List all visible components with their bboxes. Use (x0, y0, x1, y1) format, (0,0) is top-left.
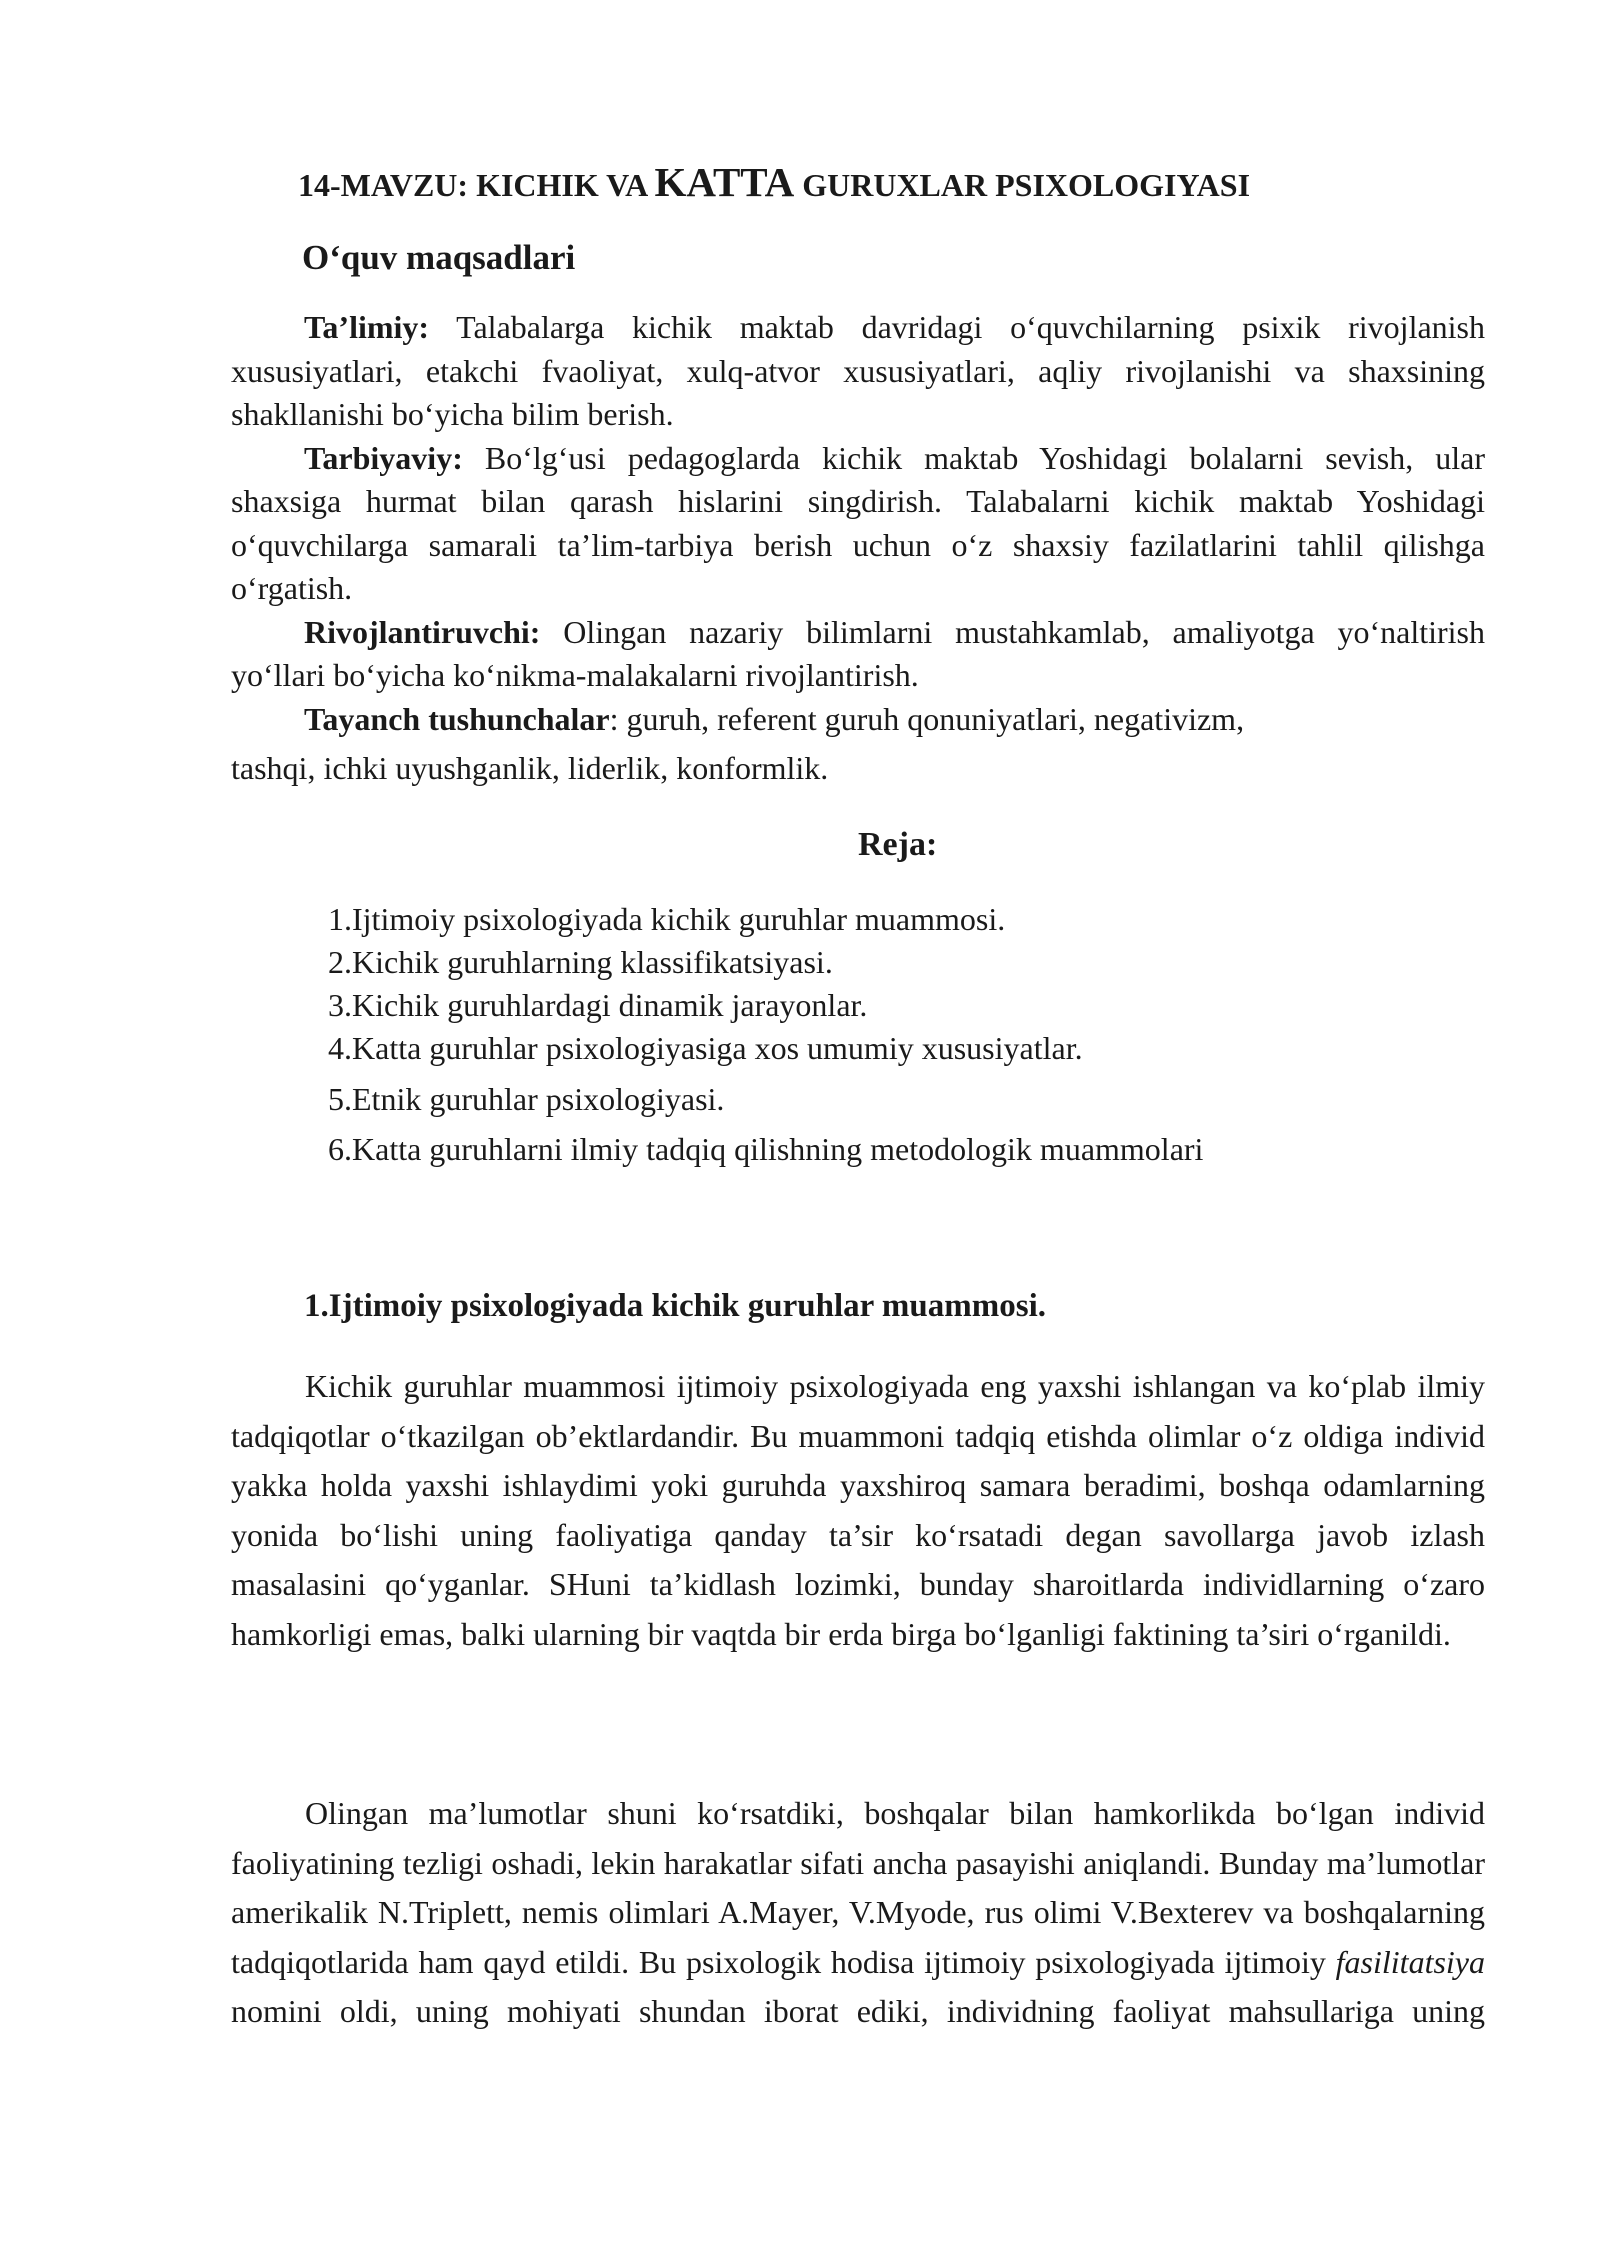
goal-rivojlantiruvchi-label: Rivojlantiruvchi: (304, 613, 541, 650)
title-part-1: 14-MAVZU: KICHIK VA (298, 167, 655, 203)
goal-tayanch-continued (231, 747, 1485, 791)
goal-talimiy-label: Ta’limiy: (304, 309, 430, 345)
goal-tayanch-text-2: tashqi, ichki uyushganlik, liderlik, konformlik. (231, 750, 829, 786)
goal-rivojlantiruvchi-text: Olingan nazariy bilimlarni mustahkamlab, amaliyotga yo‘naltirish yo‘llari bo‘yicha ko‘nikma-malakalarni rivojlantirish. (231, 613, 1485, 693)
goal-tarbiyaviy (231, 437, 1485, 611)
plan-item: 1.Ijtimoiy psixologiyada kichik guruhlar muammosi. (328, 901, 1006, 937)
plan-item: 2.Kichik guruhlarning klassifikatsiyasi. (328, 944, 833, 980)
goals-block (231, 306, 1485, 791)
goal-tayanch-label: Tayanch tushunchalar (304, 700, 610, 737)
goal-tarbiyaviy-text: Bo‘lg‘usi pedagoglarda kichik maktab Yoshidagi bolalarni sevish, ular shaxsiga hurmat bilan qarash hislarini singdirish. Talabalarni kichik maktab Yoshidagi o‘quvchilarga samarali ta’lim-tarbiya berish uchun o‘z shaxsiy fazilatlarini tahlil qilishga o‘rgatish. (231, 439, 1485, 606)
paragraph-2-term: fasilitatsiya (1335, 1943, 1485, 1980)
title-part-3: GURUXLAR PSIXOLOGIYASI (794, 167, 1251, 203)
section-1-heading: 1.Ijtimoiy psixologiyada kichik guruhlar muammosi. (304, 1288, 1047, 1324)
paragraph-2-text-end: nomini oldi, uning mohiyati shundan iborat ediki, individning faoliyat mahsullariga uning (231, 1993, 1485, 2030)
plan-item: 3.Kichik guruhlardagi dinamik jarayonlar. (328, 987, 868, 1023)
goal-talimiy (231, 306, 1485, 437)
goal-tayanch (231, 698, 1485, 742)
page-title (298, 158, 1250, 206)
goal-tarbiyaviy-label: Tarbiyaviy: (304, 439, 463, 476)
goal-rivojlantiruvchi (231, 611, 1485, 698)
title-part-2: KATTA (654, 159, 795, 205)
plan-list (328, 898, 1203, 1171)
paragraph-2 (231, 1789, 1485, 2037)
plan-item: 5.Etnik guruhlar psixologiyasi. (328, 1081, 725, 1117)
goals-heading: O‘quv maqsadlari (302, 238, 576, 277)
plan-item: 6.Katta guruhlarni ilmiy tadqiq qilishning metodologik muammolari (328, 1131, 1204, 1167)
paragraph-1: Kichik guruhlar muammosi ijtimoiy psixologiyada eng yaxshi ishlangan va ko‘plab ilmiy tadqiqotlar o‘tkazilgan ob’ektlardandir. Bu muammoni tadqiq etishda olimlar o‘z oldiga individ yakka holda yaxshi ishlaydimi yoki guruhda yaxshiroq samara beradimi, boshqa odamlarning yonida bo‘lishi uning faoliyatiga qanday ta’sir ko‘rsatadi degan savollarga javob izlash masalasini qo‘yganlar. SHuni ta’kidlash lozimki, bunday sharoitlarda individlarning o‘zaro hamkorligi emas, balki ularning bir vaqtda bir erda birga bo‘lganligi faktining ta’siri o‘rganildi. (231, 1368, 1485, 1652)
plan-item: 4.Katta guruhlar psixologiyasiga xos umumiy xususiyatlar. (328, 1030, 1083, 1066)
goal-talimiy-text: Talabalarga kichik maktab davridagi o‘quvchilarning psixik rivojlanish xususiyatlari, etakchi fvaoliyat, xulq-atvor xususiyatlari, aqliy rivojlanishi va shaxsining shakllanishi bo‘yicha bilim berish. (231, 309, 1485, 432)
paragraph-2-text: Olingan ma’lumotlar shuni ko‘rsatdiki, boshqalar bilan hamkorlikda bo‘lgan individ faoliyatining tezligi oshadi, lekin harakatlar sifati ancha pasayishi aniqlandi. Bunday ma’lumotlar amerikalik N.Triplett, nemis olimlari A.Mayer, V.Myode, rus olimi V.Bexterev va boshqalarning tadqiqotlarida ham qayd etildi. Bu psixologik hodisa ijtimoiy psixologiyada ijtimoiy (231, 1795, 1485, 1980)
plan-heading: Reja: (858, 826, 938, 863)
goal-tayanch-text-1: : guruh, referent guruh qonuniyatlari, negativizm, (609, 700, 1245, 737)
